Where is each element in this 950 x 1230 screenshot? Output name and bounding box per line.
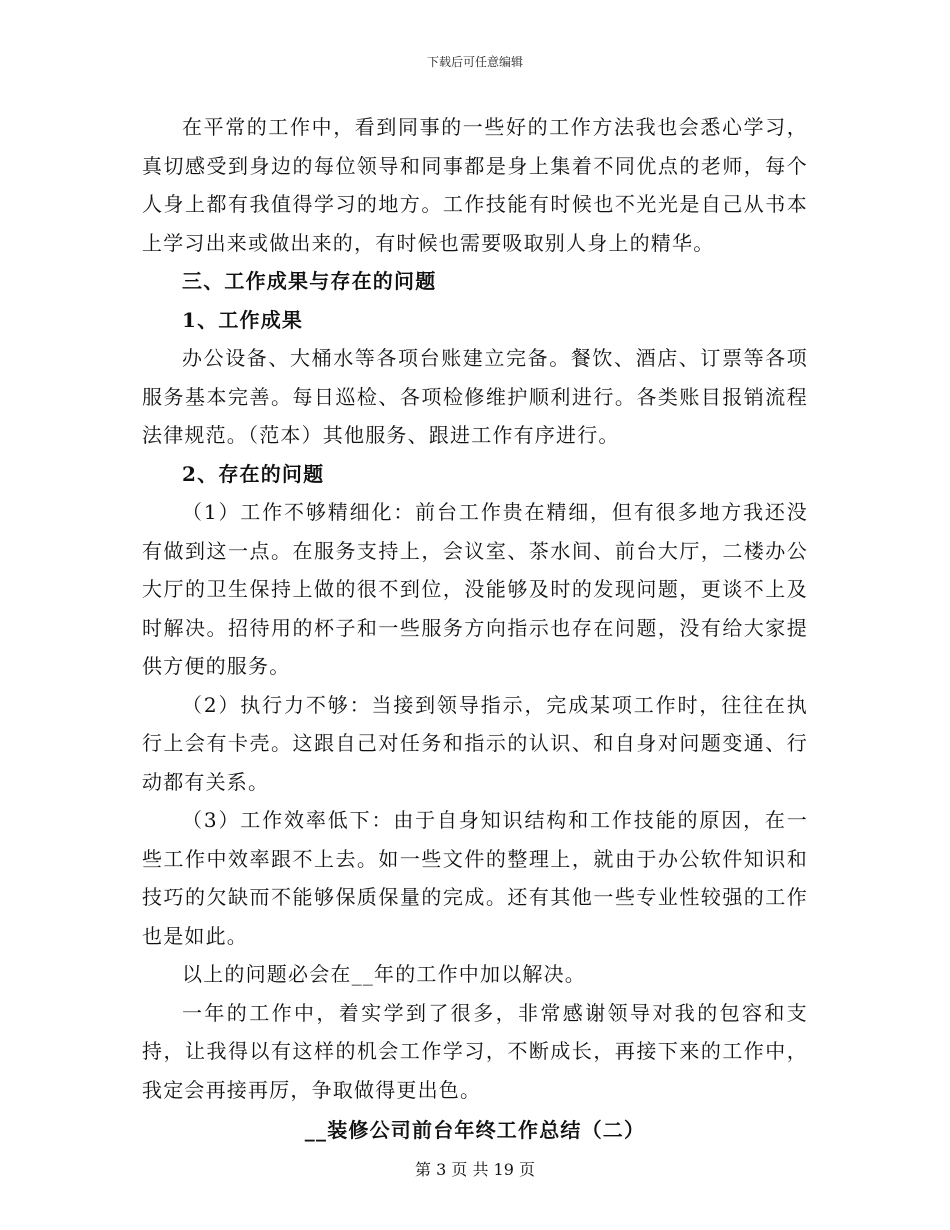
paragraph-work-results: 办公设备、大桶水等各项台账建立完备。餐饮、酒店、订票等各项服务基本完善。每日巡检、各项检修维护顺利进行。各类账目报销流程法律规范。（范本）其他服务、跟进工作有序进行。 [142,346,808,447]
paragraph-thanks: 一年的工作中，着实学到了很多，非常感谢领导对我的包容和支持，让我得以有这样的机会工作学习，不断成长，再接下来的工作中，我定会再接再厉，争取做得更出色。 [142,1000,808,1102]
next-section-title: __装修公司前台年终工作总结（二） [304,1118,646,1142]
paragraph-resolve: 以上的问题必会在__年的工作中加以解决。 [182,962,586,986]
page-number: 第 3 页 共 19 页 [415,1160,535,1179]
paragraph-problem-2: （2）执行力不够：当接到领导指示，完成某项工作时，往往在执行上会有卡壳。这跟自己对任务和指示的认识、和自身对问题变通、行动都有关系。 [142,692,808,794]
paragraph-learning: 在平常的工作中，看到同事的一些好的工作方法我也会悉心学习，真切感受到身边的每位领导和同事都是身上集着不同优点的老师，每个人身上都有我值得学习的地方。工作技能有时候也不光光是自己从书本上学习出来或做出来的，有时候也需要吸取别人身上的精华。 [142,115,808,255]
section-heading-results-problems: 三、工作成果与存在的问题 [182,269,437,293]
paragraph-problem-3: （3）工作效率低下：由于自身知识结构和工作技能的原因，在一些工作中效率跟不上去。如一些文件的整理上，就由于办公软件知识和技巧的欠缺而不能够保质保量的完成。还有其他一些专业性较强的工作也是如此。 [142,808,808,948]
subheading-existing-problems: 2、存在的问题 [182,461,325,486]
paragraph-problem-1: （1）工作不够精细化：前台工作贵在精细，但有很多地方我还没有做到这一点。在服务支持上，会议室、茶水间、前台大厅，二楼办公大厅的卫生保持上做的很不到位，没能够及时的发现问题，更谈不上及时解决。招待用的杯子和一些服务方向指示也存在问题，没有给大家提供方便的服务。 [142,500,808,678]
subheading-work-results: 1、工作成果 [182,307,304,332]
page-header-note: 下载后可任意编辑 [426,55,523,69]
document-body [142,108,808,1150]
